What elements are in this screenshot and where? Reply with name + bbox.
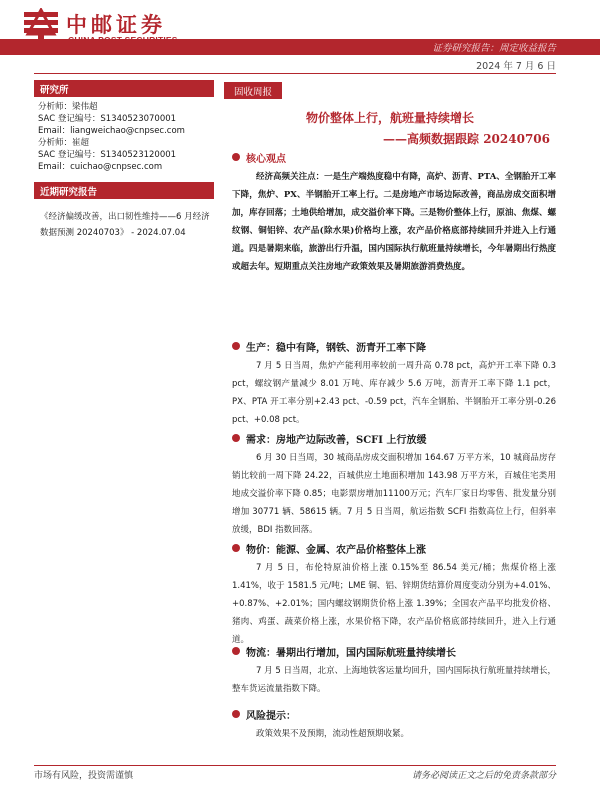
report-date: 2024 年 7 月 6 日 <box>476 61 556 72</box>
risk-text: 政策效果不及预期，流动性超预期收紧。 <box>256 729 410 739</box>
bullet-icon <box>232 342 240 350</box>
analyst-line: SAC 登记编号：S1340523120001 <box>38 150 177 160</box>
footer-risk-note: 市场有风险，投资需谨慎 <box>34 771 134 781</box>
china-post-logo-icon <box>22 8 60 42</box>
company-name-cn: 中邮证券 <box>66 13 166 37</box>
company-logo <box>22 8 232 42</box>
sidebar-recent-reports <box>34 182 214 241</box>
bullet-icon <box>232 647 240 655</box>
demand-section <box>232 430 556 539</box>
section-heading: 物价：能源、金属、农产品价格整体上涨 <box>246 544 426 556</box>
section-heading: 风险提示： <box>246 710 296 722</box>
sidebar-team-title: 研究所 <box>34 80 214 97</box>
sidebar-recent-title: 近期研究报告 <box>34 182 214 199</box>
footer-divider <box>34 765 556 766</box>
logistics-section <box>232 643 556 698</box>
analyst-line: SAC 登记编号：S1340523070001 <box>38 114 177 124</box>
bullet-icon <box>232 544 240 552</box>
bullet-icon <box>232 710 240 718</box>
analyst-email[interactable]: Email：liangweichao@cnpsec.com <box>38 126 185 136</box>
page-subtitle: ——高频数据跟踪 20240706 <box>383 132 550 146</box>
main-header <box>224 80 556 147</box>
section-heading: 需求：房地产边际改善，SCFI 上行放缓 <box>246 434 427 446</box>
section-text: 7 月 5 日，布伦特原油价格上涨 0.15%至 86.54 美元/桶；焦煤价格上涨 1.41%，收于 1581.5 元/吨；LME 铜、铝、锌期货结算价周度变动分别为+4.01%、+0.87%、+2.01%；国内螺纹钢期货价格上涨 1.39%；全国农产品平均批发价格、猪肉、鸡蛋、蔬菜价格上涨，水果价格下降，农产品价格底部持续回升，进入上行通道。 <box>232 563 556 645</box>
sidebar-research-team <box>34 80 214 173</box>
section-text: 6 月 30 日当周，30 城商品房成交面积增加 164.67 万平方米，10 城商品房存销比较前一周下降 24.22，百城供应土地面积增加 143.98 万平方米，百城住宅类用地成交溢价率下降 0.85；电影票房增加11100万元；汽车厂家日均零售、批发量分别增加 30771 辆、58615 辆。7 月 5 日当周，航运指数 SCFI 指数高位上行，但斜率放缓，BDI 指数回落。 <box>232 453 556 535</box>
bullet-icon <box>232 434 240 442</box>
page-title: 物价整体上行，航班量持续增长 <box>305 111 474 125</box>
risk-section <box>232 706 556 743</box>
footer-disclaimer: 请务必阅读正文之后的免责条款部分 <box>411 771 556 781</box>
bullet-icon <box>232 153 240 161</box>
analyst-email[interactable]: Email：cuichao@cnpsec.com <box>38 162 163 172</box>
core-view-text: 经济高频关注点：一是生产端热度稳中有降，高炉、沥青、PTA、全钢胎开工率下降，焦炉、PX、半钢胎开工率上行。二是房地产市场边际改善，商品房成交面积增加，库存回落；土地供给增加，成交溢价率下降。三是物价整体上行，原油、焦煤、螺纹钢、铜铝锌、农产品(除水果)价格均上涨，农产品价格底部持续回升并进入上行通道。四是暑期来临，旅游出行升温，国内国际执行航班量持续增长，今年暑期出行热度或超去年。短期重点关注房地产政策效果及暑期旅游消费热度。 <box>232 172 556 272</box>
prices-section <box>232 540 556 649</box>
section-text: 7 月 5 日当周，北京、上海地铁客运量均回升，国内国际执行航班量持续增长，整车货运流量指数下降。 <box>232 666 556 694</box>
core-view-section <box>232 149 556 276</box>
section-heading: 核心观点 <box>246 153 286 165</box>
analyst-line: 分析师：崔超 <box>38 138 90 148</box>
recent-report-link[interactable]: 《经济偏缓改善，出口韧性维持——6 月经济数据预测 20240703》 - 2024.07.04 <box>40 212 210 238</box>
analyst-line: 分析师：梁伟超 <box>38 102 98 112</box>
section-heading: 物流：暑期出行增加，国内国际航班量持续增长 <box>246 647 456 659</box>
section-text: 7 月 5 日当周，焦炉产能利用率较前一周升高 0.78 pct，高炉开工率下降 0.3 pct，螺纹钢产量减少 8.01 万吨、库存减少 5.6 万吨，沥青开工率下降 1.1 pct，PX、PTA 开工率分别+2.43 pct、-0.59 pct，汽车全钢胎、半钢胎开工率分别-0.26 pct、+0.08 pct。 <box>232 361 556 425</box>
production-section <box>232 338 556 429</box>
report-series: 证券研究报告：周定收益报告 <box>432 43 556 54</box>
section-heading: 生产：稳中有降，钢铁、沥青开工率下降 <box>246 342 426 354</box>
header-divider <box>34 73 556 74</box>
analyst-list <box>34 97 214 173</box>
report-type-tag: 固收周报 <box>224 82 282 99</box>
header-bar <box>0 39 600 55</box>
